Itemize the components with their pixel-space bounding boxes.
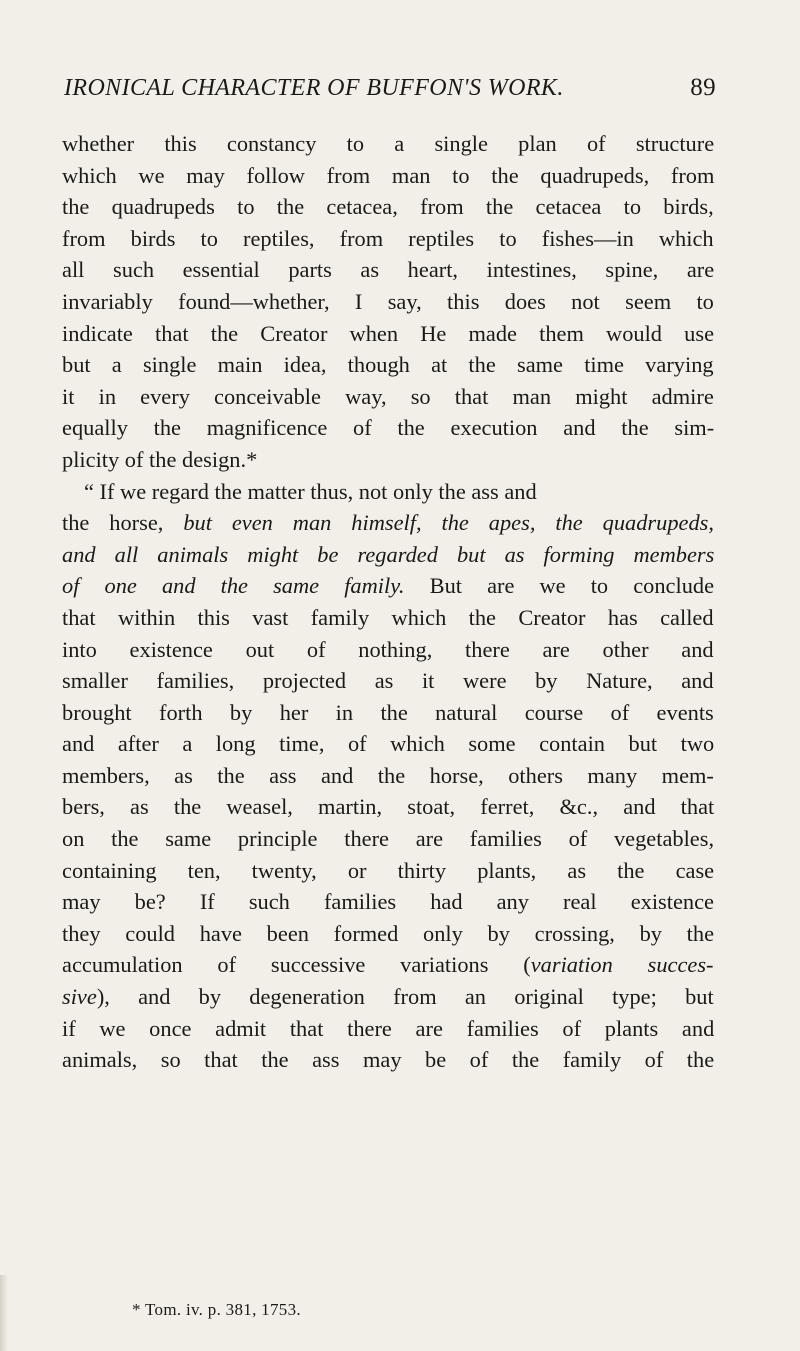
running-head <box>64 74 716 108</box>
text-line: if we once admit that there are families of plants and <box>62 1015 715 1041</box>
text-line: containing ten, twenty, or thirty plants, as the case <box>62 857 715 883</box>
text-line: into existence out of nothing, there are other and <box>62 636 714 662</box>
text-line: and after a long time, of which some contain but two <box>62 731 715 757</box>
text-line: of one and the same family. But are we to conclude <box>62 573 715 599</box>
text-line: may be? If such families had any real existence <box>62 889 714 915</box>
text-line: it in every conceivable way, so that man might admire <box>62 383 714 409</box>
text-line: the quadrupeds to the cetacea, from the cetacea to birds, <box>62 194 714 220</box>
text-line: on the same principle there are families of vegetables, <box>62 826 715 852</box>
text-line: “ If we regard the matter thus, not only the ass and <box>84 478 537 504</box>
text-line: animals, so that the ass may be of the family of the <box>62 1047 715 1073</box>
text-line: but a single main idea, though at the same time varying <box>62 352 714 378</box>
text-line: whether this constancy to a single plan of structure <box>62 131 715 156</box>
text-line: they could have been formed only by crossing, by the <box>62 920 715 946</box>
text-line: brought forth by her in the natural course of events <box>62 699 714 725</box>
page-edge-shadow <box>0 1275 8 1351</box>
text-line: indicate that the Creator when He made them would use <box>62 320 715 346</box>
text-line: bers, as the weasel, martin, stoat, ferret, &c., and that <box>62 794 715 820</box>
text-line: equally the magnificence of the execution and the sim- <box>62 415 715 441</box>
text-line: all such essential parts as heart, intestines, spine, are <box>62 257 715 283</box>
text-line: plicity of the design.* <box>62 446 258 472</box>
body-text <box>62 128 714 1076</box>
text-line: and all animals might be regarded but as forming members <box>62 541 715 567</box>
text-line: from birds to reptiles, from reptiles to fishes—in which <box>62 225 714 251</box>
text-line: accumulation of successive variations (variation succes- <box>62 952 714 978</box>
text-line: sive), and by degeneration from an original type; but <box>62 984 714 1010</box>
footnote: * Tom. iv. p. 381, 1753. <box>132 1300 301 1319</box>
chapter-title: IRONICAL CHARACTER OF BUFFON'S WORK. <box>64 75 564 101</box>
page-number: 89 <box>690 74 716 101</box>
text-line: that within this vast family which the Creator has called <box>62 604 714 630</box>
text-line: members, as the ass and the horse, others many mem- <box>62 762 714 788</box>
text-line: the horse, but even man himself, the apes, the quadrupeds, <box>62 510 714 536</box>
text-line: which we may follow from man to the quadrupeds, from <box>62 162 715 188</box>
text-line: smaller families, projected as it were by Nature, and <box>62 668 714 694</box>
text-line: invariably found—whether, I say, this does not seem to <box>62 288 714 314</box>
